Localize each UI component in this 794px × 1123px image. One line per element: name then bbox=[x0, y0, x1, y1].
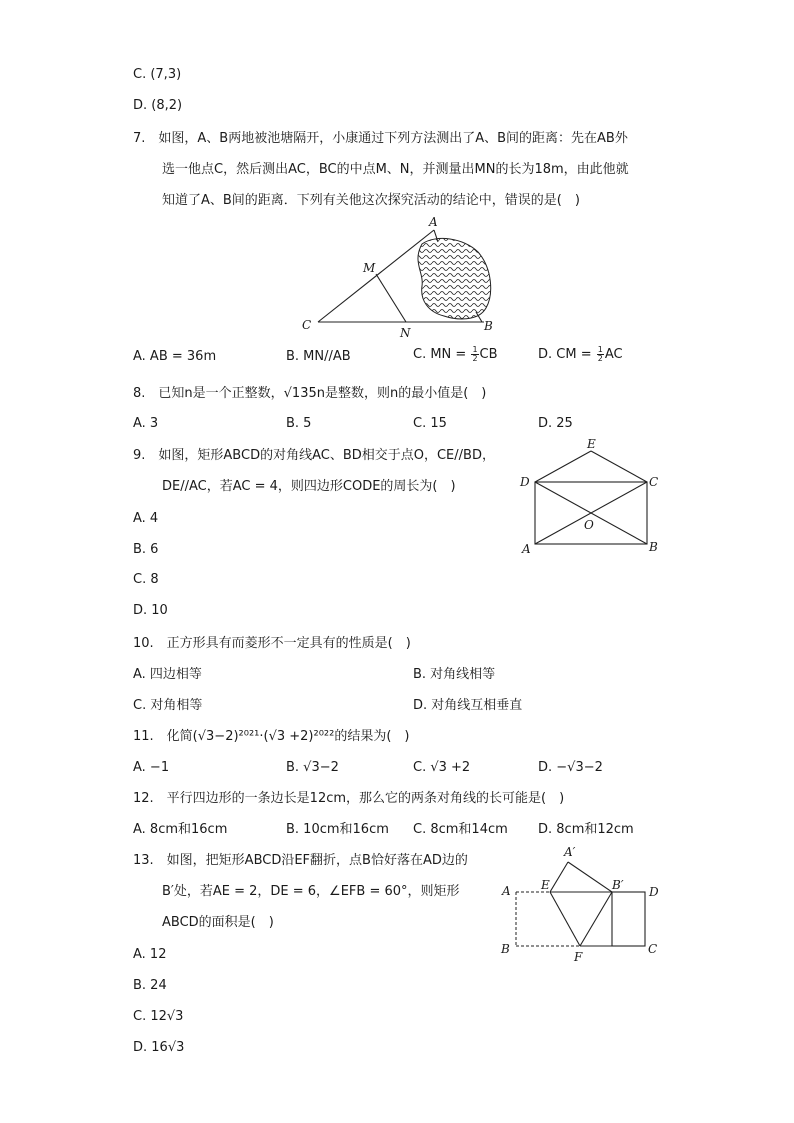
q10-option-a: A. 四边相等 bbox=[133, 667, 202, 682]
segment-ca bbox=[318, 230, 434, 322]
q12-option-c: C. 8cm和14cm bbox=[413, 822, 508, 837]
label-c: C bbox=[648, 942, 658, 956]
q13-stem-line1: 13. 如图，把矩形ABCD沿EF翻折，点B恰好落在AD边的 bbox=[133, 853, 468, 868]
q11-option-a: A. −1 bbox=[133, 760, 170, 775]
q11-option-d: D. −√3−2 bbox=[538, 760, 603, 775]
label-b-prime: B′ bbox=[612, 878, 624, 892]
q9-stem-line2: DE//AC，若AC = 4，则四边形CODE的周长为( ) bbox=[162, 479, 456, 494]
q13-option-d: D. 16√3 bbox=[133, 1040, 185, 1055]
q13-stem-line2: B′处，若AE = 2，DE = 6，∠EFB = 60°，则矩形 bbox=[162, 884, 460, 899]
q11-option-c: C. √3 +2 bbox=[413, 760, 471, 775]
q9-option-c: C. 8 bbox=[133, 572, 159, 587]
q6-option-c: C. (7,3) bbox=[133, 67, 182, 82]
q7-option-d: D. CM = $\frac{1}{2}$ AC bbox=[538, 345, 623, 363]
label-b: B bbox=[484, 319, 493, 333]
label-a: A bbox=[429, 215, 438, 229]
label-b: B bbox=[501, 942, 510, 956]
q7-option-b: B. MN//AB bbox=[286, 349, 351, 364]
q12-option-d: D. 8cm和12cm bbox=[538, 822, 634, 837]
segment-ce bbox=[591, 451, 647, 482]
q8-option-a: A. 3 bbox=[133, 416, 159, 431]
q9-stem-line1: 9. 如图，矩形ABCD的对角线AC、BD相交于点O，CE//BD， bbox=[133, 448, 495, 463]
q13-option-b: B. 24 bbox=[133, 978, 167, 993]
q10-option-d: D. 对角线互相垂直 bbox=[413, 698, 523, 713]
q8-option-c: C. 15 bbox=[413, 416, 447, 431]
q6-option-d: D. (8,2) bbox=[133, 98, 183, 113]
q8-option-b: B. 5 bbox=[286, 416, 312, 431]
q11-option-b: B. √3−2 bbox=[286, 760, 339, 775]
rectangle-b1dcf-part bbox=[612, 892, 645, 946]
label-c: C bbox=[302, 318, 312, 332]
q13-option-c: C. 12√3 bbox=[133, 1009, 184, 1024]
q7-option-a: A. AB = 36m bbox=[133, 349, 217, 364]
segment-mn bbox=[376, 274, 406, 322]
label-d: D bbox=[649, 885, 659, 899]
label-a: A bbox=[522, 542, 531, 556]
segment-a1b1 bbox=[568, 862, 612, 892]
q8-option-d: D. 25 bbox=[538, 416, 573, 431]
label-a-prime: A′ bbox=[564, 845, 576, 859]
segment-de bbox=[535, 451, 591, 482]
q13-fold-figure bbox=[496, 842, 666, 968]
label-c: C bbox=[649, 475, 659, 489]
q7-stem-line3: 知道了A、B间的距离．下列有关他这次探究活动的结论中，错误的是( ) bbox=[162, 193, 580, 208]
segment-ef bbox=[550, 892, 580, 946]
q7-stem-line1: 7. 如图，A、B两地被池塘隔开，小康通过下列方法测出了A、B间的距离：先在AB外 bbox=[133, 131, 628, 146]
label-m: M bbox=[363, 261, 376, 275]
pond-shape bbox=[418, 238, 491, 319]
label-e: E bbox=[541, 878, 550, 892]
q13-option-a: A. 12 bbox=[133, 947, 167, 962]
label-a: A bbox=[502, 884, 511, 898]
q9-rectangle-figure bbox=[515, 436, 665, 558]
q12-option-b: B. 10cm和16cm bbox=[286, 822, 389, 837]
q7-option-c: C. MN = $\frac{1}{2}$ CB bbox=[413, 345, 498, 363]
q9-option-d: D. 10 bbox=[133, 603, 168, 618]
q9-option-a: A. 4 bbox=[133, 511, 159, 526]
q12-option-a: A. 8cm和16cm bbox=[133, 822, 228, 837]
q7-stem-line2: 选一他点C，然后测出AC，BC的中点M、N，并测量出MN的长为18m，由此他就 bbox=[162, 162, 629, 177]
q8-stem: 8. 已知n是一个正整数，√135n是整数，则n的最小值是( ) bbox=[133, 386, 487, 401]
q10-stem: 10. 正方形具有而菱形不一定具有的性质是( ) bbox=[133, 636, 411, 651]
q10-option-c: C. 对角相等 bbox=[133, 698, 203, 713]
q12-stem: 12. 平行四边形的一条边长是12cm，那么它的两条对角线的长可能是( ) bbox=[133, 791, 565, 806]
q10-option-b: B. 对角线相等 bbox=[413, 667, 496, 682]
q9-option-b: B. 6 bbox=[133, 542, 159, 557]
segment-fb1 bbox=[580, 892, 612, 946]
label-o: O bbox=[584, 518, 594, 532]
q11-stem: 11. 化简(√3−2)²⁰²¹·(√3 +2)²⁰²²的结果为( ) bbox=[133, 729, 410, 744]
label-d: D bbox=[520, 475, 530, 489]
segment-ea1 bbox=[550, 862, 568, 892]
label-f: F bbox=[574, 950, 583, 964]
q7-pond-figure bbox=[296, 212, 506, 342]
q13-stem-line3: ABCD的面积是( ) bbox=[162, 915, 274, 930]
label-e: E bbox=[587, 437, 596, 451]
label-b: B bbox=[649, 540, 658, 554]
label-n: N bbox=[400, 326, 411, 340]
